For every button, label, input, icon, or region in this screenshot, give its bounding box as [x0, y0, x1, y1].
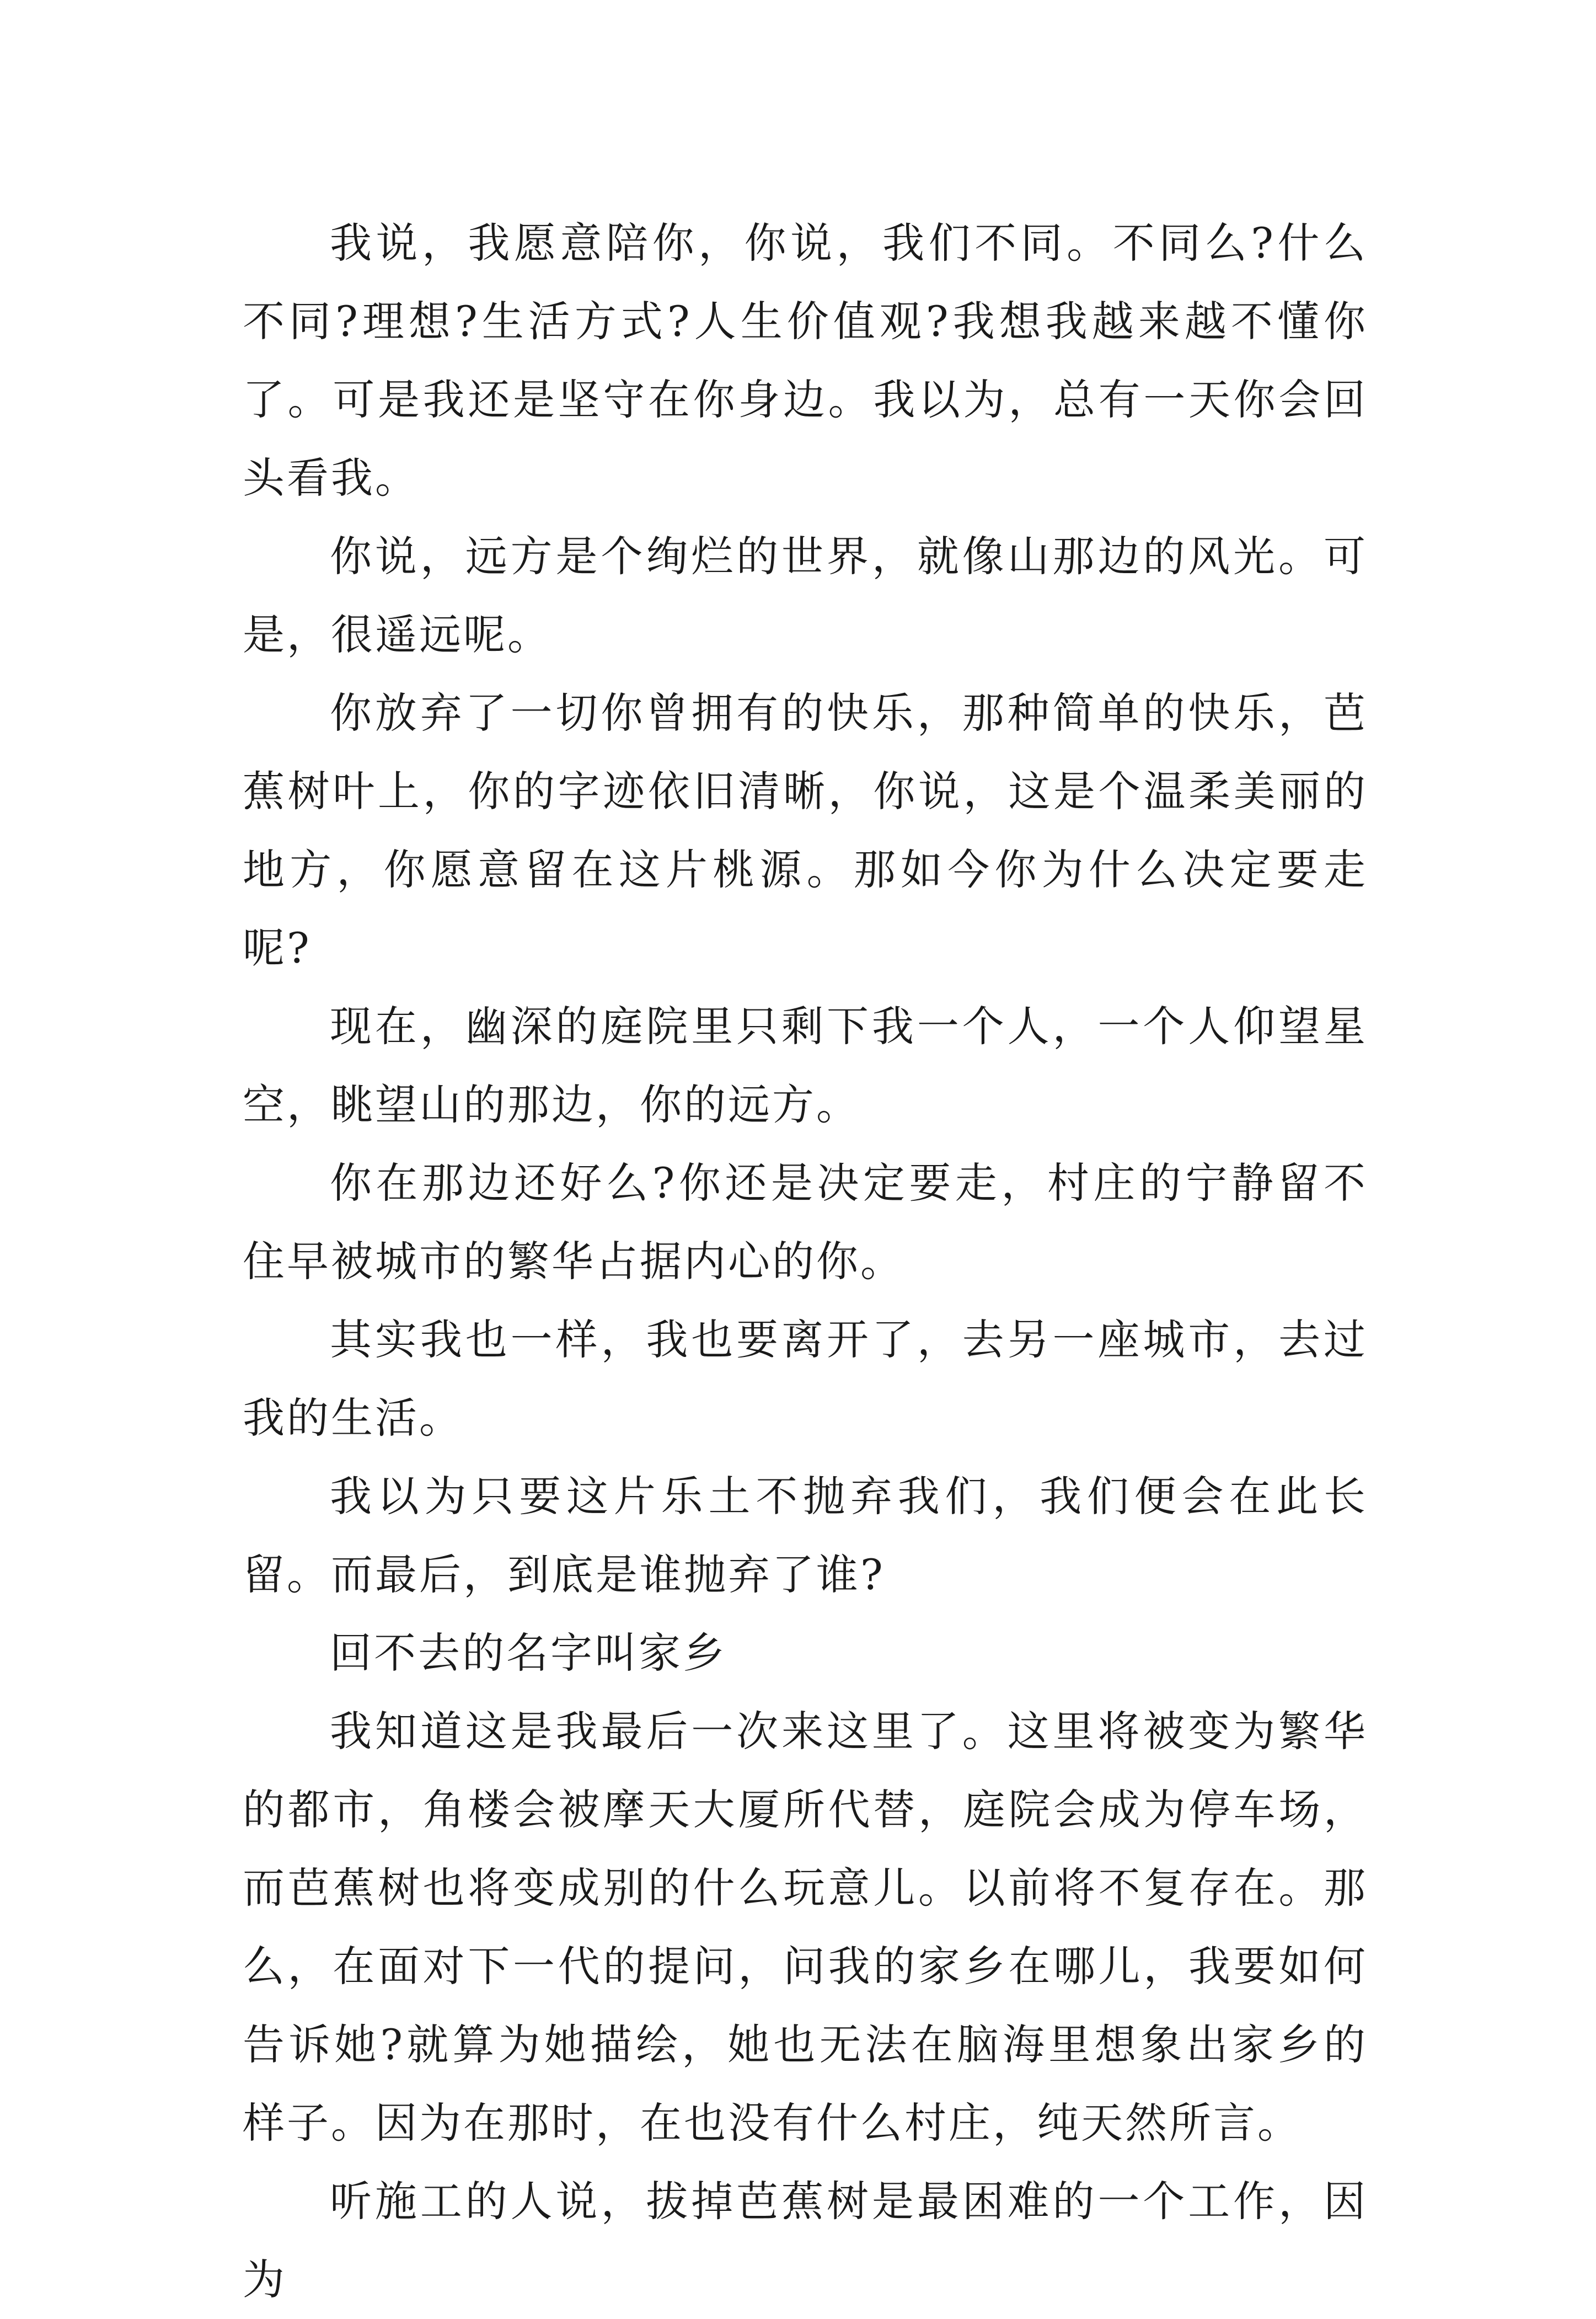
- section-heading: 回不去的名字叫家乡: [330, 1628, 727, 1677]
- paragraph: 其实我也一样，我也要离开了，去另一座城市，去过我的生活。: [243, 1315, 1368, 1442]
- paragraph: 你放弃了一切你曾拥有的快乐，那种简单的快乐，芭蕉树叶上，你的字迹依旧清晰，你说，这是个温柔美丽的地方，你愿意留在这片桃源。那如今你为什么决定要走呢?: [243, 688, 1368, 973]
- paragraph: 我以为只要这片乐土不抛弃我们，我们便会在此长留。而最后，到底是谁抛弃了谁?: [243, 1472, 1368, 1599]
- paragraph: 你在那边还好么?你还是决定要走，村庄的宁静留不住早被城市的繁华占据内心的你。: [243, 1158, 1368, 1286]
- paragraph: 我知道这是我最后一次来这里了。这里将被变为繁华的都市，角楼会被摩天大厦所代替，庭院会成为停车场，而芭蕉树也将变成别的什么玩意儿。以前将不复存在。那么，在面对下一代的提问，问我的家乡在哪儿，我要如何告诉她?就算为她描绘，她也无法在脑海里想象出家乡的样子。因为在那时，在也没有什么村庄，纯天然所言。: [243, 1707, 1368, 2147]
- document-body: [243, 204, 1368, 2319]
- paragraph: 我说，我愿意陪你，你说，我们不同。不同么?什么不同?理想?生活方式?人生价值观?我想我越来越不懂你了。可是我还是坚守在你身边。我以为，总有一天你会回头看我。: [243, 218, 1368, 503]
- paragraph: 现在，幽深的庭院里只剩下我一个人，一个人仰望星空，眺望山的那边，你的远方。: [243, 1002, 1368, 1129]
- paragraph: 你说，远方是个绚烂的世界，就像山那边的风光。可是，很遥远呢。: [243, 532, 1368, 659]
- paragraph: 听施工的人说，拔掉芭蕉树是最困难的一个工作，因为: [243, 2177, 1368, 2304]
